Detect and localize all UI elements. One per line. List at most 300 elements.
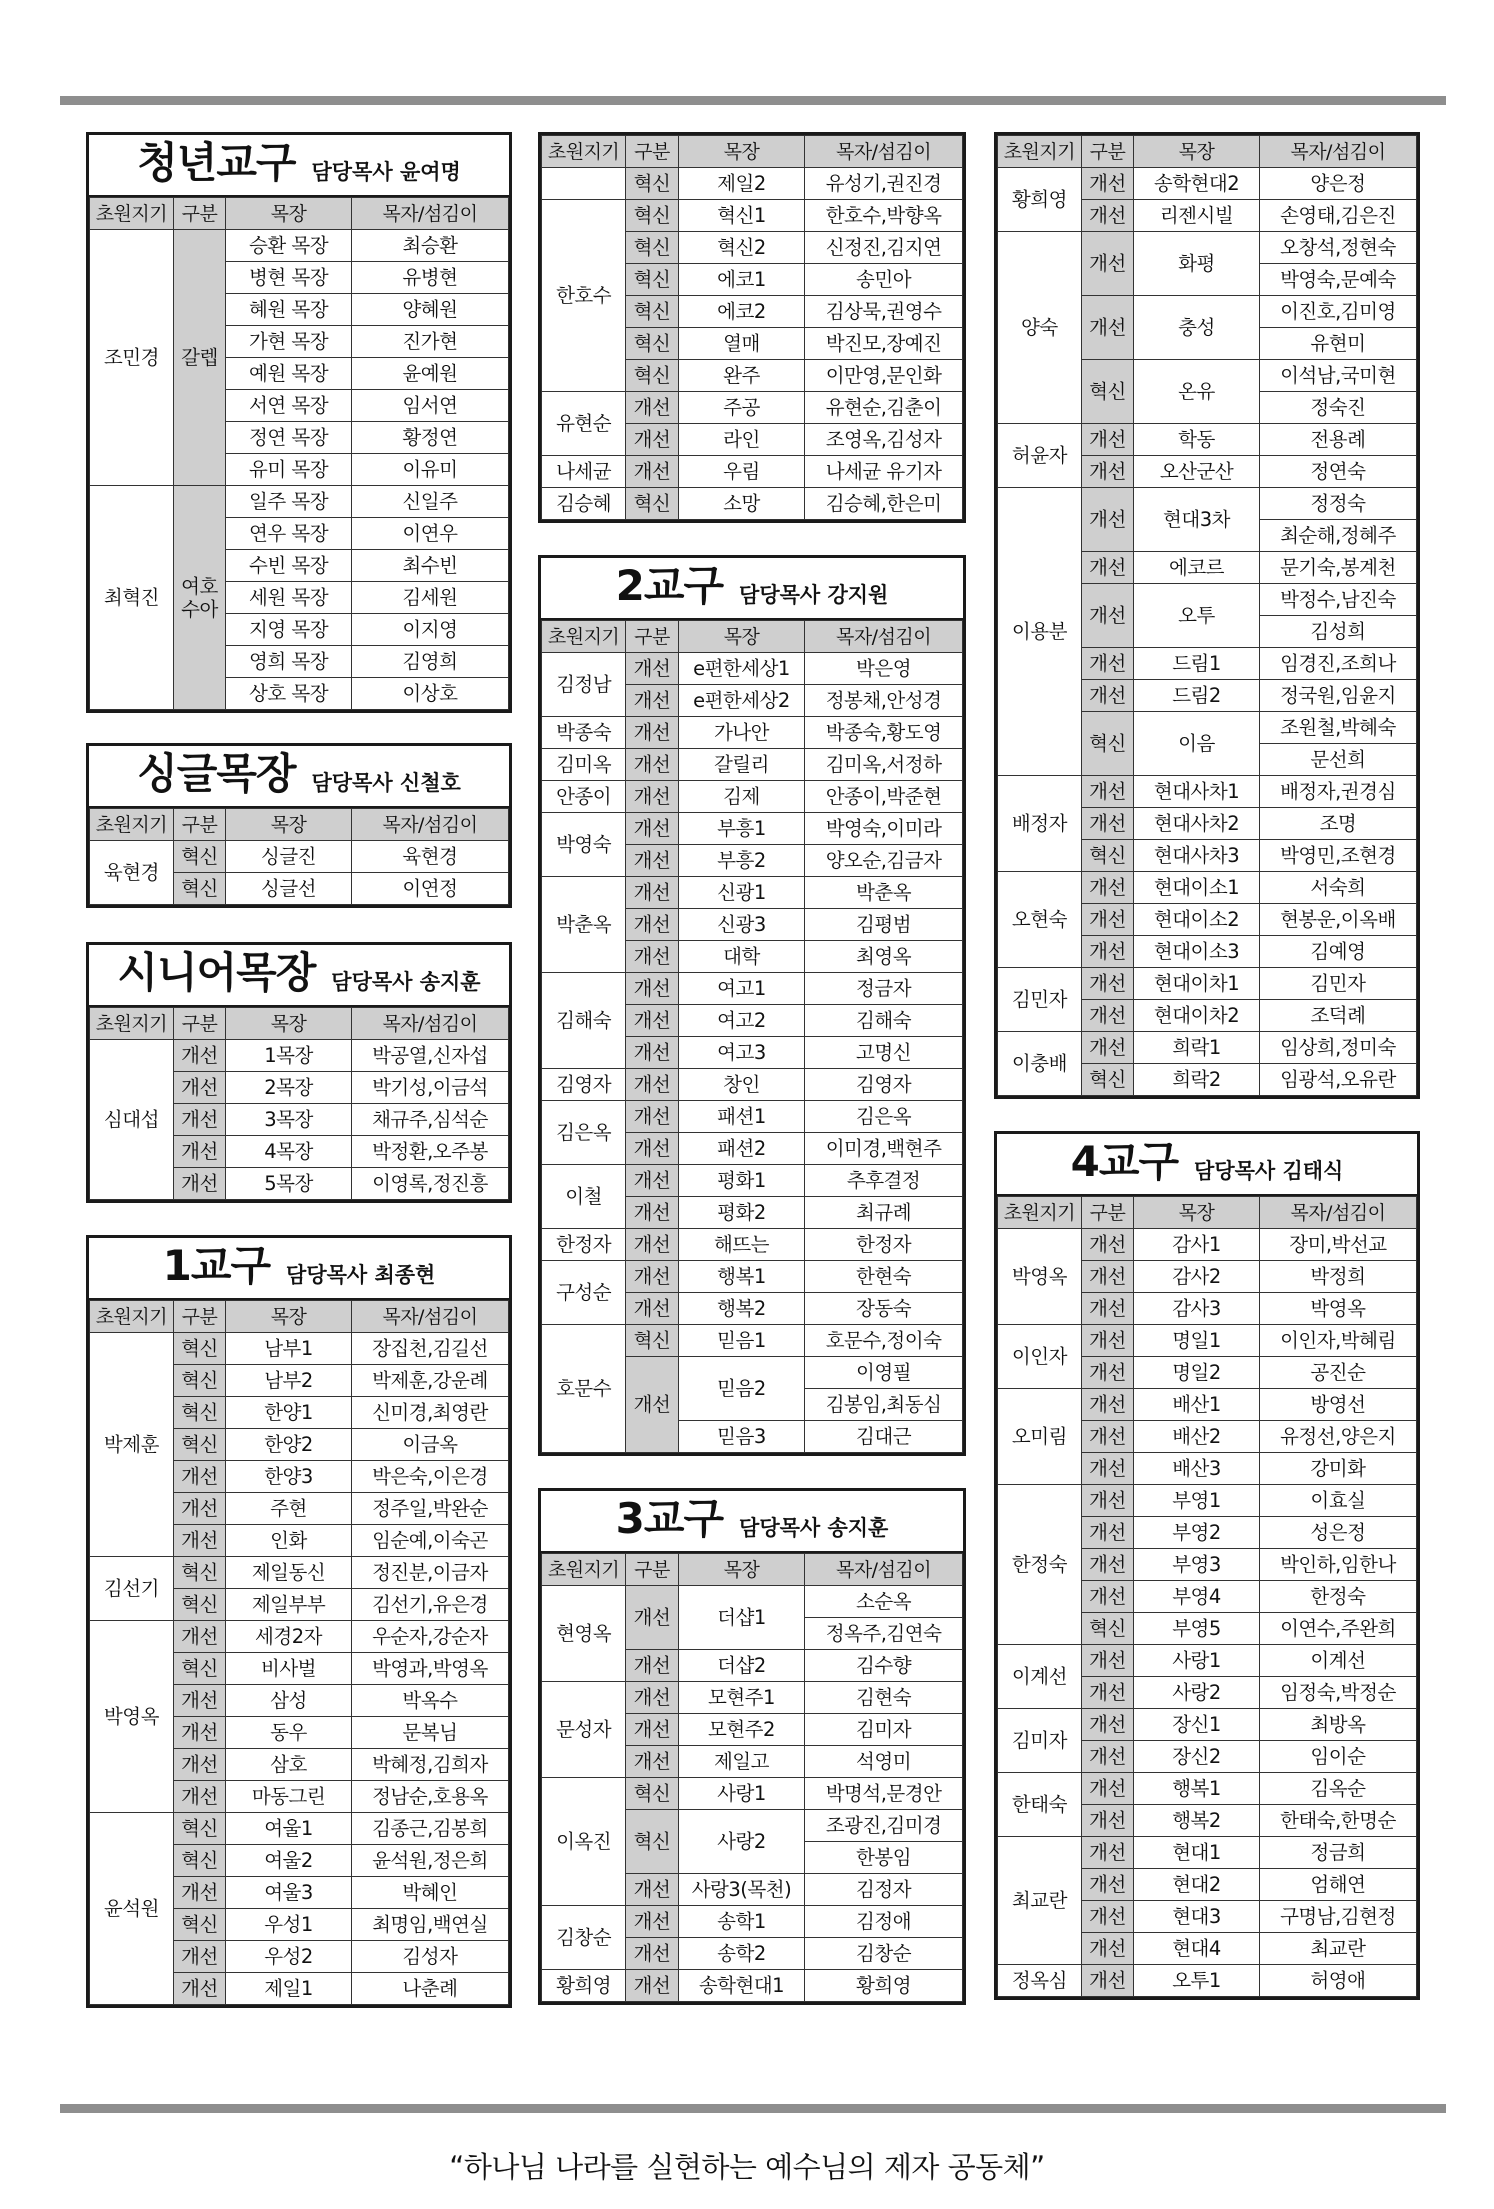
type-cell: 혁신 xyxy=(173,1653,225,1685)
group-name-cell: 배산1 xyxy=(1134,1389,1260,1421)
assist-cell: 고명신 xyxy=(805,1037,963,1069)
assist-cell: 현봉운,이옥배 xyxy=(1259,904,1416,936)
area-leader-cell: 현영옥 xyxy=(542,1586,626,1682)
assist-cell: 박혜정,김희자 xyxy=(351,1749,508,1781)
table-row xyxy=(998,168,1417,200)
header-area: 초원지기 xyxy=(90,198,174,230)
assist-cell: 신미경,최영란 xyxy=(351,1397,508,1429)
roster-table xyxy=(89,1300,509,2005)
group-name-cell: 혁신1 xyxy=(678,200,804,232)
header-type: 구분 xyxy=(173,198,225,230)
type-cell: 개선 xyxy=(626,1133,679,1165)
table-row xyxy=(998,872,1417,904)
type-cell: 개선 xyxy=(1081,1032,1133,1064)
group-name-cell: 현대이소2 xyxy=(1134,904,1260,936)
assist-cell: 최교란 xyxy=(1259,1933,1416,1965)
header-type: 구분 xyxy=(1081,136,1133,168)
area-leader-cell: 김민자 xyxy=(998,968,1082,1032)
assist-cell: 이영필 xyxy=(805,1357,963,1389)
group-name-cell: 제일2 xyxy=(678,168,804,200)
area-leader-cell: 한정숙 xyxy=(998,1485,1082,1645)
assist-cell: 김미옥,서정하 xyxy=(805,749,963,781)
assist-cell: 임경진,조희나 xyxy=(1259,648,1416,680)
assist-cell: 김은옥 xyxy=(805,1101,963,1133)
group-name-cell: 현대1 xyxy=(1134,1837,1260,1869)
table-row xyxy=(542,1101,963,1133)
group-name-cell: 우림 xyxy=(678,456,804,488)
table-row xyxy=(998,232,1417,264)
area-leader-cell: 한정자 xyxy=(542,1229,626,1261)
type-cell: 개선 xyxy=(1081,232,1133,296)
header-area: 초원지기 xyxy=(90,809,174,841)
group-name-cell: 열매 xyxy=(678,328,804,360)
group-name-cell: 믿음2 xyxy=(678,1357,804,1421)
type-cell: 개선 xyxy=(1081,680,1133,712)
table-row xyxy=(998,968,1417,1000)
type-cell: 혁신 xyxy=(173,873,225,905)
area-leader-cell: 이인자 xyxy=(998,1325,1082,1389)
assist-cell: 유병현 xyxy=(351,262,508,294)
area-leader-cell: 박제훈 xyxy=(90,1333,174,1557)
table-row xyxy=(998,1645,1417,1677)
type-cell: 개선 xyxy=(173,1973,225,2005)
group-name-cell: 충성 xyxy=(1134,296,1260,360)
table-row xyxy=(998,1325,1417,1357)
assist-cell: 임정숙,박정순 xyxy=(1259,1677,1416,1709)
assist-cell: 김민자 xyxy=(1259,968,1416,1000)
header-leader: 목장 xyxy=(226,809,352,841)
assist-cell: 윤예원 xyxy=(351,358,508,390)
type-cell: 개선 xyxy=(626,1938,679,1970)
assist-cell: 유현미 xyxy=(1259,328,1416,360)
header-type: 구분 xyxy=(1081,1197,1133,1229)
assist-cell: 조명 xyxy=(1259,808,1416,840)
group-name-cell: 상호 목장 xyxy=(226,678,352,710)
assist-cell: 양오순,김금자 xyxy=(805,845,963,877)
header-type: 구분 xyxy=(626,1554,679,1586)
assist-cell: 한봉임 xyxy=(805,1842,963,1874)
type-cell: 혁신 xyxy=(626,488,679,520)
assist-cell: 황정연 xyxy=(351,422,508,454)
header-area: 초원지기 xyxy=(542,136,626,168)
assist-cell: 우순자,강순자 xyxy=(351,1621,508,1653)
type-cell: 혁신 xyxy=(626,328,679,360)
roster-table xyxy=(541,620,963,1453)
district-title: 4교구 xyxy=(1070,1137,1179,1186)
type-cell: 개선 xyxy=(1081,200,1133,232)
type-cell: 개선 xyxy=(626,685,679,717)
table-row xyxy=(998,1485,1417,1517)
type-cell: 개선 xyxy=(626,1746,679,1778)
group-name-cell: 신광3 xyxy=(678,909,804,941)
assist-cell: 김영희 xyxy=(351,646,508,678)
type-cell: 개선 xyxy=(1081,904,1133,936)
type-cell: 개선 xyxy=(173,1104,225,1136)
roster-table xyxy=(89,1007,509,1200)
table-row xyxy=(542,392,963,424)
group-name-cell: 장신2 xyxy=(1134,1741,1260,1773)
type-cell: 개선 xyxy=(173,1941,225,1973)
assist-cell: 박정환,오주봉 xyxy=(351,1136,508,1168)
group-name-cell: 신광1 xyxy=(678,877,804,909)
table-row xyxy=(542,1261,963,1293)
type-cell: 개선 xyxy=(173,1749,225,1781)
assist-cell: 박영옥 xyxy=(1259,1293,1416,1325)
area-leader-cell: 구성순 xyxy=(542,1261,626,1325)
group-name-cell: 지영 목장 xyxy=(226,614,352,646)
assist-cell: 이영록,정진흥 xyxy=(351,1168,508,1200)
assist-cell: 이인자,박혜림 xyxy=(1259,1325,1416,1357)
assist-cell: 전용례 xyxy=(1259,424,1416,456)
area-leader-cell: 김영자 xyxy=(542,1069,626,1101)
district-title: 3교구 xyxy=(615,1494,724,1543)
group-name-cell: 남부2 xyxy=(226,1365,352,1397)
type-cell: 개선 xyxy=(1081,968,1133,1000)
type-cell: 혁신 xyxy=(626,1325,679,1357)
area-leader-cell: 정옥심 xyxy=(998,1965,1082,1997)
type-cell: 개선 xyxy=(1081,456,1133,488)
assist-cell: 박명석,문경안 xyxy=(805,1778,963,1810)
group-name-cell: 평화1 xyxy=(678,1165,804,1197)
assist-cell: 박혜인 xyxy=(351,1877,508,1909)
group-name-cell: 배산3 xyxy=(1134,1453,1260,1485)
group-name-cell: 비사벌 xyxy=(226,1653,352,1685)
group-name-cell: 믿음3 xyxy=(678,1421,804,1453)
type-cell: 혁신 xyxy=(626,168,679,200)
group-name-cell: 현대이차1 xyxy=(1134,968,1260,1000)
assist-cell: 한태숙,한명순 xyxy=(1259,1805,1416,1837)
area-leader-cell: 최혁진 xyxy=(90,486,174,710)
table-row xyxy=(998,1229,1417,1261)
type-cell: 개선 xyxy=(626,781,679,813)
area-leader-cell: 한호수 xyxy=(542,200,626,392)
assist-cell: 정숙진 xyxy=(1259,392,1416,424)
type-cell: 개선 xyxy=(1081,1357,1133,1389)
type-cell: 개선 xyxy=(173,1461,225,1493)
type-cell: 개선 xyxy=(173,1717,225,1749)
assist-cell: 조원철,박혜숙 xyxy=(1259,712,1416,744)
assist-cell: 육현경 xyxy=(351,841,508,873)
group-name-cell: 마동그린 xyxy=(226,1781,352,1813)
type-cell: 개선 xyxy=(1081,1773,1133,1805)
type-cell: 혁신 xyxy=(1081,840,1133,872)
assist-cell: 김현숙 xyxy=(805,1682,963,1714)
assist-cell: 박옥수 xyxy=(351,1685,508,1717)
pastor-label: 담당목사 김태식 xyxy=(1194,1159,1344,1183)
assist-cell: 김세원 xyxy=(351,582,508,614)
assist-cell: 박춘옥 xyxy=(805,877,963,909)
group-name-cell: 가현 목장 xyxy=(226,326,352,358)
group-name-cell: 에코르 xyxy=(1134,552,1260,584)
type-cell: 개선 xyxy=(173,1168,225,1200)
header-row xyxy=(542,1554,963,1586)
assist-cell: 김대근 xyxy=(805,1421,963,1453)
type-cell: 개선 xyxy=(173,1136,225,1168)
group-name-cell: 배산2 xyxy=(1134,1421,1260,1453)
assist-cell: 박인하,임한나 xyxy=(1259,1549,1416,1581)
assist-cell: 이연정 xyxy=(351,873,508,905)
type-cell: 혁신 xyxy=(173,1589,225,1621)
assist-cell: 최규례 xyxy=(805,1197,963,1229)
group-name-cell: 행복2 xyxy=(678,1293,804,1325)
group-name-cell: 평화2 xyxy=(678,1197,804,1229)
type-cell: 혁신 xyxy=(626,232,679,264)
group-name-cell: 현대이소1 xyxy=(1134,872,1260,904)
table-row xyxy=(90,841,509,873)
block-title-bar xyxy=(541,558,963,620)
block-district-3 xyxy=(538,1488,966,2005)
header-leader: 목장 xyxy=(678,136,804,168)
group-name-cell: 한양3 xyxy=(226,1461,352,1493)
type-cell: 혁신 xyxy=(173,1365,225,1397)
header-leader: 목장 xyxy=(1134,136,1260,168)
assist-cell: 황희영 xyxy=(805,1970,963,2002)
group-name-cell: 드림1 xyxy=(1134,648,1260,680)
group-name-cell: 부영5 xyxy=(1134,1613,1260,1645)
table-row xyxy=(542,749,963,781)
block-district-1-continued xyxy=(538,132,966,523)
type-cell: 개선 xyxy=(1081,584,1133,648)
type-cell: 개선 xyxy=(626,813,679,845)
group-name-cell: 유미 목장 xyxy=(226,454,352,486)
group-name-cell: 송학현대1 xyxy=(678,1970,804,2002)
area-leader-cell: 육현경 xyxy=(90,841,174,905)
assist-cell: 박영숙,이미라 xyxy=(805,813,963,845)
group-name-cell: 더샵2 xyxy=(678,1650,804,1682)
type-cell: 개선 xyxy=(1081,1677,1133,1709)
type-cell: 개선 xyxy=(626,1037,679,1069)
type-cell: 개선 xyxy=(626,392,679,424)
assist-cell: 김예영 xyxy=(1259,936,1416,968)
area-leader-cell: 배정자 xyxy=(998,776,1082,872)
bottom-border-band xyxy=(60,2104,1446,2113)
top-border-band xyxy=(60,96,1446,105)
type-cell: 개선 xyxy=(1081,168,1133,200)
type-cell: 개선 xyxy=(626,1970,679,2002)
assist-cell: 김창순 xyxy=(805,1938,963,1970)
area-leader-cell: 윤석원 xyxy=(90,1813,174,2005)
type-cell: 개선 xyxy=(173,1040,225,1072)
group-name-cell: 여고1 xyxy=(678,973,804,1005)
group-name-cell: 현대이소3 xyxy=(1134,936,1260,968)
assist-cell: 문복님 xyxy=(351,1717,508,1749)
area-leader-cell: 김해숙 xyxy=(542,973,626,1069)
group-name-cell: 현대3차 xyxy=(1134,488,1260,552)
table-row xyxy=(998,488,1417,520)
type-cell: 개선 xyxy=(626,1229,679,1261)
group-name-cell: 드림2 xyxy=(1134,680,1260,712)
assist-cell: 김종근,김봉희 xyxy=(351,1813,508,1845)
header-leader: 목장 xyxy=(226,198,352,230)
type-cell: 혁신 xyxy=(173,1333,225,1365)
assist-cell: 박기성,이금석 xyxy=(351,1072,508,1104)
type-cell: 개선 xyxy=(1081,1933,1133,1965)
assist-cell: 최승환 xyxy=(351,230,508,262)
assist-cell: 이유미 xyxy=(351,454,508,486)
assist-cell: 송민아 xyxy=(805,264,963,296)
assist-cell: 이효실 xyxy=(1259,1485,1416,1517)
assist-cell: 채규주,심석순 xyxy=(351,1104,508,1136)
group-name-cell: 더샵1 xyxy=(678,1586,804,1650)
assist-cell: 임이순 xyxy=(1259,1741,1416,1773)
assist-cell: 정옥주,김연숙 xyxy=(805,1618,963,1650)
group-name-cell: 혁신2 xyxy=(678,232,804,264)
assist-cell: 조영옥,김성자 xyxy=(805,424,963,456)
group-name-cell: 5목장 xyxy=(226,1168,352,1200)
group-name-cell: 현대사차3 xyxy=(1134,840,1260,872)
block-title-bar xyxy=(89,1238,509,1300)
group-name-cell: 사랑1 xyxy=(678,1778,804,1810)
roster-table xyxy=(89,808,509,905)
header-assist: 목자/섬김이 xyxy=(1259,1197,1416,1229)
table-row xyxy=(542,717,963,749)
table-row xyxy=(998,1032,1417,1064)
area-leader-cell: 이철 xyxy=(542,1165,626,1229)
group-name-cell: 패션1 xyxy=(678,1101,804,1133)
assist-cell: 성은정 xyxy=(1259,1517,1416,1549)
block-title-bar xyxy=(89,746,509,808)
type-cell: 개선 xyxy=(173,1781,225,1813)
group-name-cell: 3목장 xyxy=(226,1104,352,1136)
table-row xyxy=(90,486,509,518)
table-row xyxy=(542,1682,963,1714)
area-leader-cell: 조민경 xyxy=(90,230,174,486)
group-name-cell: 온유 xyxy=(1134,360,1260,424)
group-name-cell: 현대2 xyxy=(1134,1869,1260,1901)
assist-cell: 장동숙 xyxy=(805,1293,963,1325)
block-title-bar xyxy=(89,135,509,197)
assist-cell: 유성기,권진경 xyxy=(805,168,963,200)
type-cell: 혁신 xyxy=(626,1810,679,1874)
header-row xyxy=(90,1008,509,1040)
block-title-bar xyxy=(997,1134,1417,1196)
assist-cell: 박정희 xyxy=(1259,1261,1416,1293)
type-cell: 개선 xyxy=(173,1493,225,1525)
table-row xyxy=(542,781,963,813)
assist-cell: 정주일,박완순 xyxy=(351,1493,508,1525)
assist-cell: 최방옥 xyxy=(1259,1709,1416,1741)
table-row xyxy=(542,813,963,845)
area-leader-cell: 이계선 xyxy=(998,1645,1082,1709)
assist-cell: 김수향 xyxy=(805,1650,963,1682)
group-name-cell: 가나안 xyxy=(678,717,804,749)
header-area: 초원지기 xyxy=(90,1301,174,1333)
area-leader-cell: 김승혜 xyxy=(542,488,626,520)
group-name-cell: 리젠시빌 xyxy=(1134,200,1260,232)
type-cell: 개선 xyxy=(626,1357,679,1453)
assist-cell: 김영자 xyxy=(805,1069,963,1101)
group-name-cell: 승환 목장 xyxy=(226,230,352,262)
group-name-cell: 세원 목장 xyxy=(226,582,352,614)
group-name-cell: 부영4 xyxy=(1134,1581,1260,1613)
district-title: 청년교구 xyxy=(137,138,296,187)
pastor-label: 담당목사 송지훈 xyxy=(331,970,481,994)
group-name-cell: 사랑1 xyxy=(1134,1645,1260,1677)
assist-cell: 김정애 xyxy=(805,1906,963,1938)
group-name-cell: 명일1 xyxy=(1134,1325,1260,1357)
group-name-cell: 2목장 xyxy=(226,1072,352,1104)
type-cell: 개선 xyxy=(626,1714,679,1746)
assist-cell: 박제훈,강운례 xyxy=(351,1365,508,1397)
group-name-cell: 라인 xyxy=(678,424,804,456)
assist-cell: 김성희 xyxy=(1259,616,1416,648)
type-cell: 혁신 xyxy=(173,1845,225,1877)
area-leader-cell: 김미자 xyxy=(998,1709,1082,1773)
header-leader: 목장 xyxy=(226,1008,352,1040)
assist-cell: 신정진,김지연 xyxy=(805,232,963,264)
assist-cell: 호문수,정이숙 xyxy=(805,1325,963,1357)
group-name-cell: 학동 xyxy=(1134,424,1260,456)
header-row xyxy=(90,198,509,230)
block-title-bar xyxy=(89,945,509,1007)
header-row xyxy=(542,136,963,168)
assist-cell: 김성자 xyxy=(351,1941,508,1973)
table-row xyxy=(90,1557,509,1589)
type-cell: 개선 xyxy=(1081,296,1133,360)
header-leader: 목장 xyxy=(1134,1197,1260,1229)
header-assist: 목자/섬김이 xyxy=(805,136,963,168)
header-area: 초원지기 xyxy=(998,136,1082,168)
header-assist: 목자/섬김이 xyxy=(351,1301,508,1333)
group-name-cell: 부흥2 xyxy=(678,845,804,877)
table-row xyxy=(998,1837,1417,1869)
area-leader-cell: 유현순 xyxy=(542,392,626,456)
assist-cell: 임광석,오유란 xyxy=(1259,1064,1416,1096)
area-leader-cell: 오현숙 xyxy=(998,872,1082,968)
type-cell: 개선 xyxy=(626,1682,679,1714)
assist-cell: 박영숙,문예숙 xyxy=(1259,264,1416,296)
header-row xyxy=(90,809,509,841)
area-leader-cell xyxy=(542,168,626,200)
assist-cell: 김정자 xyxy=(805,1874,963,1906)
header-area: 초원지기 xyxy=(542,1554,626,1586)
group-name-cell: 오투1 xyxy=(1134,1965,1260,1997)
header-row xyxy=(998,1197,1417,1229)
group-name-cell: 오투 xyxy=(1134,584,1260,648)
group-name-cell: 현대이차2 xyxy=(1134,1000,1260,1032)
assist-cell: 문선희 xyxy=(1259,744,1416,776)
assist-cell: 임순예,이숙곤 xyxy=(351,1525,508,1557)
type-cell: 혁신 xyxy=(626,296,679,328)
type-cell: 개선 xyxy=(626,1586,679,1650)
type-cell: 개선 xyxy=(626,653,679,685)
group-name-cell: 우성1 xyxy=(226,1909,352,1941)
type-cell: 개선 xyxy=(626,717,679,749)
table-row xyxy=(542,1906,963,1938)
group-name-cell: 창인 xyxy=(678,1069,804,1101)
group-name-cell: 여울1 xyxy=(226,1813,352,1845)
table-row xyxy=(542,200,963,232)
group-name-cell: 우성2 xyxy=(226,1941,352,1973)
header-area: 초원지기 xyxy=(998,1197,1082,1229)
block-district-3-continued xyxy=(994,132,1420,1099)
assist-cell: 김상묵,권영수 xyxy=(805,296,963,328)
type-cell: 개선 xyxy=(1081,1293,1133,1325)
type-cell: 개선 xyxy=(1081,552,1133,584)
type-cell: 개선 xyxy=(626,1650,679,1682)
group-name-cell: 모현주2 xyxy=(678,1714,804,1746)
area-leader-cell: 박영옥 xyxy=(90,1621,174,1813)
group-name-cell: 오산군산 xyxy=(1134,456,1260,488)
type-cell: 개선 xyxy=(626,941,679,973)
pastor-label: 담당목사 송지훈 xyxy=(739,1516,889,1540)
group-name-cell: 혜원 목장 xyxy=(226,294,352,326)
group-name-cell: 일주 목장 xyxy=(226,486,352,518)
assist-cell: 정정숙 xyxy=(1259,488,1416,520)
type-cell: 개선 xyxy=(626,973,679,1005)
table-row xyxy=(542,1165,963,1197)
assist-cell: 배정자,권경심 xyxy=(1259,776,1416,808)
